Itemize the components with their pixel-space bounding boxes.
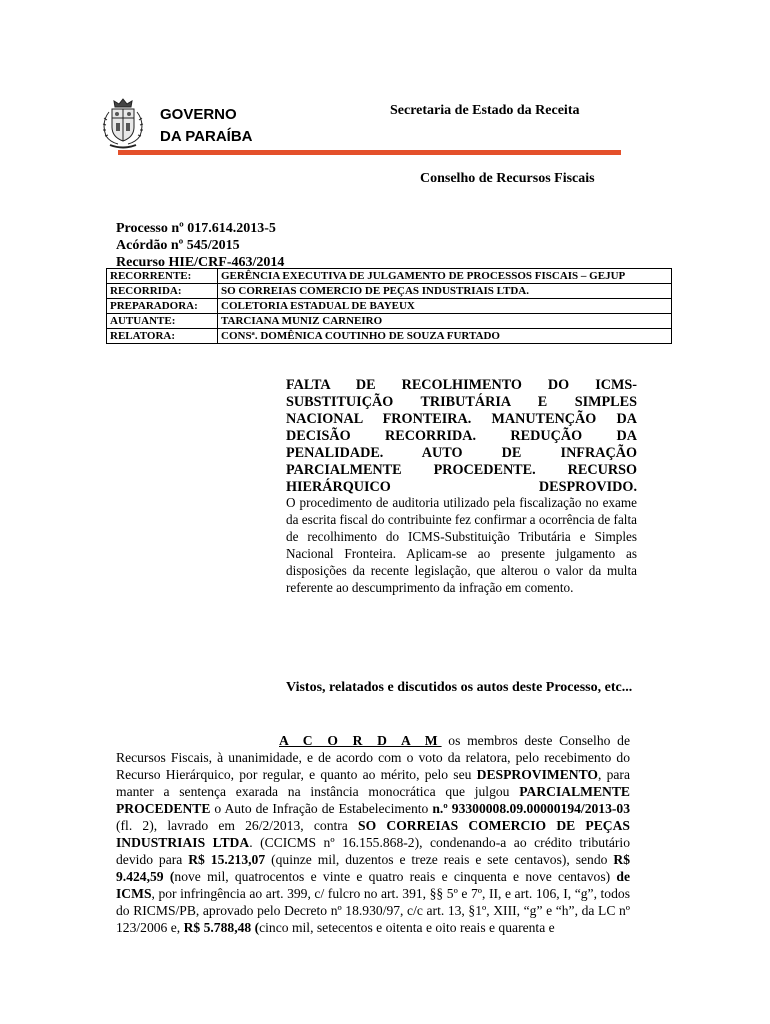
process-number: Processo nº 017.614.2013-5 [116, 221, 276, 236]
party-value: COLETORIA ESTADUAL DE BAYEUX [218, 299, 672, 314]
party-label: PREPARADORA: [107, 299, 218, 314]
judgment-text: , para manter a sentença exarada na instância monocrática que julgou [116, 767, 630, 799]
party-value: GERÊNCIA EXECUTIVA DE JULGAMENTO DE PROCESSOS FISCAIS – GEJUP [218, 269, 672, 284]
judgment-emphasis: DESPROVIMENTO [476, 767, 598, 782]
table-row [107, 314, 672, 329]
header-divider [118, 150, 621, 155]
party-label: RECORRIDA: [107, 284, 218, 299]
judgment-text: . (CCICMS nº 16.155.868-2), condenando-a ao crédito tributário devido para [116, 835, 630, 867]
party-value: CONSª. DOMÊNICA COUTINHO DE SOUZA FURTADO [218, 329, 672, 344]
summary-headnote: FALTA DE RECOLHIMENTO DO ICMS-SUBSTITUIÇÃO TRIBUTÁRIA E SIMPLES NACIONAL FRONTEIRA. MANUTENÇÃO DA DECISÃO RECORRIDA. REDUÇÃO DA PENALIDADE. AUTO DE INFRAÇÃO PARCIALMENTE PROCEDENTE. RECURSO HIERÁRQUICO DESPROVIDO. [286, 377, 637, 495]
judgment-text: (fl. 2), lavrado em 26/2/2013, contra [116, 818, 359, 833]
judgment-emphasis: R$ 15.213,07 [188, 852, 266, 867]
judgment-emphasis: R$ 5.788,48 ( [183, 920, 260, 935]
acordam-lead: A C O R D A M [279, 733, 442, 748]
party-label: RECORRENTE: [107, 269, 218, 284]
table-row [107, 299, 672, 314]
table-row [107, 284, 672, 299]
government-name-line1: GOVERNO [160, 106, 237, 123]
judgment-text: , por infringência ao art. 399, c/ fulcro no art. 391, §§ 5º e 7º, II, e art. 106, I, “g”, todos do RICMS/PB, aprovado pelo Decreto nº 18.930/97, c/c art. 13, §1º, XIII, “g” e “h”, da LC nº 123/2006 e, [116, 886, 630, 935]
judgment-text: o Auto de Infração de Estabelecimento [210, 801, 433, 816]
party-label: AUTUANTE: [107, 314, 218, 329]
council-title: Conselho de Recursos Fiscais [420, 171, 595, 186]
judgment-text: cinco mil, setecentos e oitenta e oito reais e quarenta e [259, 920, 555, 935]
table-row [107, 329, 672, 344]
appeal-number: Recurso HIE/CRF-463/2014 [116, 255, 285, 270]
party-value: SO CORREIAS COMERCIO DE PEÇAS INDUSTRIAIS LTDA. [218, 284, 672, 299]
judgment-emphasis: SO CORREIAS COMERCIO DE PEÇAS INDUSTRIAIS LTDA [116, 818, 630, 850]
judgment-paragraph [116, 732, 630, 936]
summary-body: O procedimento de auditoria utilizado pela fiscalização no exame da escrita fiscal do contribuinte fez confirmar a ocorrência de falta de recolhimento do ICMS-Substituição Tributária e Simples Nacional Fronteira. Aplicam-se ao presente julgamento as disposições da recente legislação, que alterou o valor da multa referente ao descumprimento da infração em comento. [286, 495, 637, 595]
paraiba-coat-of-arms-icon [96, 96, 150, 150]
judgment-number: Acórdão nº 545/2015 [116, 238, 240, 253]
secretariat-title: Secretaria de Estado da Receita [390, 103, 580, 118]
government-name-line2: DA PARAÍBA [160, 128, 253, 145]
table-row [107, 269, 672, 284]
judgment-text: os membros deste Conselho de Recursos Fiscais, à unanimidade, e de acordo com o voto da relatora, pelo recebimento do Recurso Hierárquico, por regular, e quanto ao mérito, pelo seu [116, 733, 630, 782]
judgment-emphasis: n.º 93300008.09.00000194/2013-03 [432, 801, 631, 816]
party-label: RELATORA: [107, 329, 218, 344]
judgment-emphasis: de ICMS [116, 869, 630, 901]
judgment-emphasis: PARCIALMENTE PROCEDENTE [116, 784, 630, 816]
parties-table [106, 268, 672, 344]
judgment-text: (quinze mil, duzentos e treze reais e sete centavos), sendo [265, 852, 614, 867]
vistos-line: Vistos, relatados e discutidos os autos deste Processo, etc... [286, 680, 633, 695]
judgment-text: nove mil, quatrocentos e vinte e quatro reais e cinquenta e nove centavos) [174, 869, 617, 884]
party-value: TARCIANA MUNIZ CARNEIRO [218, 314, 672, 329]
judgment-emphasis: R$ 9.424,59 ( [116, 852, 630, 884]
